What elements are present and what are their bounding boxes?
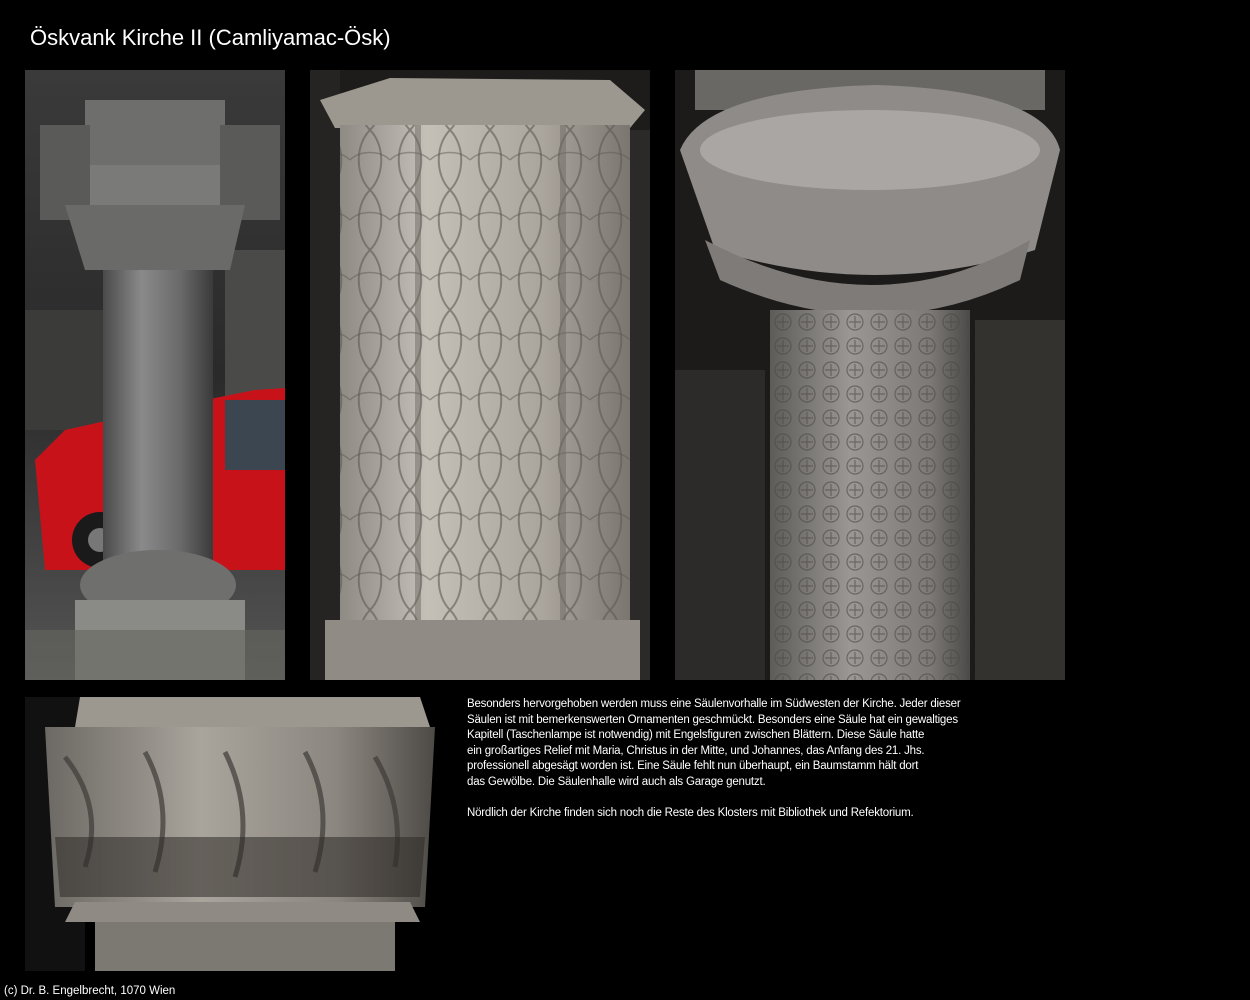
photo-carved-capital-angels	[25, 697, 440, 971]
photo-column-with-capital-and-cross-pattern	[675, 70, 1065, 680]
description-line: professionell abgesägt worden ist. Eine Säule fehlt nun überhaupt, ein Baumstamm hält dort	[467, 760, 919, 772]
description-paragraph-2: Nördlich der Kirche finden sich noch die Reste des Klosters mit Bibliothek und Refektorium.	[467, 806, 914, 819]
description-line: ein großartiges Relief mit Maria, Christus in der Mitte, und Johannes, das Anfang des 21. Jhs.	[467, 744, 925, 757]
description-line: Kapitell (Taschenlampe ist notwendig) mit Engelsfiguren zwischen Blättern. Diese Säule hatte	[467, 729, 925, 741]
description-text	[467, 697, 1027, 821]
photo-column-with-red-car	[25, 70, 285, 680]
copyright-notice: (c) Dr. B. Engelbrecht, 1070 Wien	[4, 985, 176, 997]
description-line: das Gewölbe. Die Säulenhalle wird auch als Garage genutzt.	[467, 775, 766, 788]
page-title: Öskvank Kirche II (Camliyamac-Ösk)	[30, 25, 391, 50]
paragraph-gap	[467, 790, 1027, 806]
description-line: Besonders hervorgehoben werden muss eine Säulenvorhalle im Südwesten der Kirche. Jeder dieser	[467, 698, 961, 710]
description-line: Säulen ist mit bemerkenswerten Ornamenten geschmückt. Besonders eine Säule hat ein gewaltiges	[467, 713, 958, 726]
photo-ornamented-pillar	[310, 70, 650, 680]
